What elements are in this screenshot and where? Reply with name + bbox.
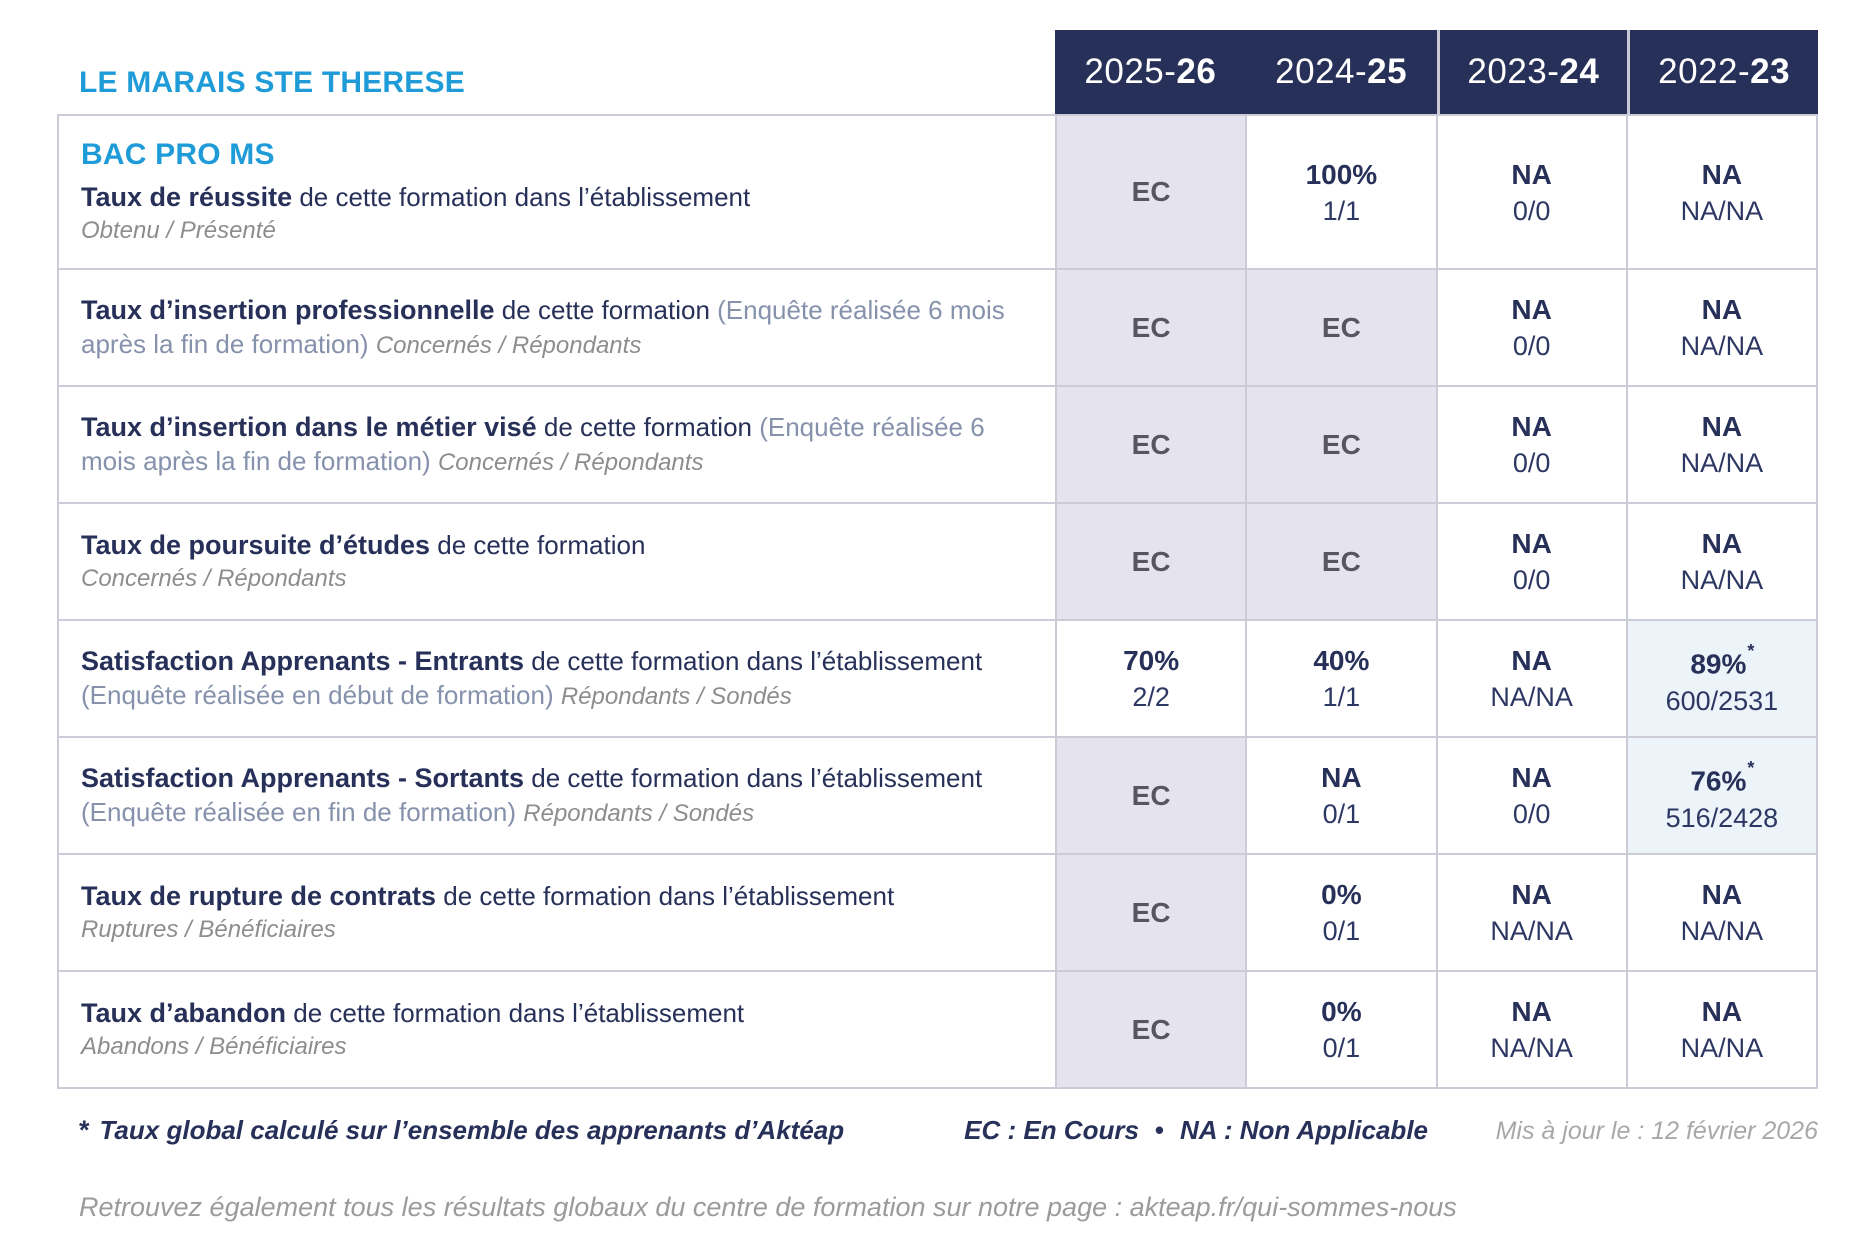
ratio-value: 0/1 <box>1322 799 1361 829</box>
indicator-label-cell <box>59 972 1055 1087</box>
legend-bullet: • <box>1154 1115 1165 1145</box>
main-value: NA <box>1701 879 1743 910</box>
main-value: NA <box>1701 528 1743 559</box>
value-cell-en-cours <box>1245 270 1435 385</box>
value-cell-en-cours <box>1055 504 1245 619</box>
value-cell <box>1436 972 1626 1087</box>
ratio-value: 0/0 <box>1512 195 1551 226</box>
year-prefix: 2025- <box>1084 52 1177 91</box>
value-cell <box>1245 855 1435 970</box>
indicator-name: Taux d’insertion professionnelle <box>81 294 495 325</box>
main-value: NA <box>1511 762 1552 793</box>
value-cell <box>1436 504 1626 619</box>
indicator-label-cell <box>59 270 1055 385</box>
main-value: NA <box>1511 645 1552 676</box>
header-spacer <box>57 30 1055 114</box>
global-rate-note: Taux global calculé sur l’ensemble des apprenants d’Aktéap <box>99 1115 845 1145</box>
year-prefix: 2022- <box>1658 52 1751 91</box>
indicator-name: Taux de rupture de contrats <box>81 881 437 911</box>
legend-na: NA : Non Applicable <box>1180 1115 1428 1145</box>
ratio-value: NA/NA <box>1680 1033 1764 1063</box>
main-value: 0% <box>1321 996 1362 1027</box>
value-cell <box>1626 270 1816 385</box>
main-value: NA <box>1511 879 1552 910</box>
ratio-value: 600/2531 <box>1665 685 1779 716</box>
indicator-description: de cette formation <box>536 411 760 442</box>
table-row <box>59 268 1816 385</box>
ratio-value: 0/0 <box>1512 331 1551 361</box>
main-value: EC <box>1131 176 1171 207</box>
year-header-2022-23 <box>1627 30 1818 114</box>
value-cell <box>1436 621 1626 736</box>
indicator-text <box>81 996 1021 1030</box>
table-row <box>59 853 1816 970</box>
main-value: EC <box>1131 896 1171 928</box>
indicator-name: Taux de réussite <box>81 181 293 212</box>
results-table <box>57 30 1818 1089</box>
indicator-ratio-label: Répondants / Sondés <box>523 799 755 827</box>
footnote-row <box>57 1115 1818 1146</box>
value-cell-en-cours <box>1055 270 1245 385</box>
year-bold: 25 <box>1367 52 1408 91</box>
ratio-value: 0/0 <box>1512 565 1551 595</box>
ratio-value: NA/NA <box>1680 565 1764 595</box>
ratio-value: NA/NA <box>1680 916 1764 946</box>
main-value: NA <box>1511 411 1552 442</box>
last-updated-date: Mis à jour le : 12 février 2026 <box>1495 1117 1818 1145</box>
indicator-text <box>81 644 1021 714</box>
indicator-survey-note: (Enquête réalisée en début de formation) <box>81 679 561 710</box>
ratio-value: NA/NA <box>1680 448 1764 478</box>
indicator-description: de cette formation dans l’établissement <box>524 645 983 676</box>
asterisk-mark: * <box>79 1115 90 1145</box>
indicator-description: de cette formation <box>494 294 718 325</box>
indicator-label-cell <box>59 621 1055 736</box>
ratio-value: NA/NA <box>1490 682 1573 712</box>
main-value: EC <box>1131 779 1171 811</box>
value-cell <box>1245 116 1435 268</box>
indicator-survey-note: (Enquête réalisée 6 mois après la fin de formation) <box>81 411 985 476</box>
table-row <box>59 619 1816 736</box>
indicator-label-cell <box>59 504 1055 619</box>
year-header-2025-26 <box>1055 30 1246 114</box>
value-cell-en-cours <box>1245 387 1435 502</box>
indicator-survey-note: (Enquête réalisée en fin de formation) <box>81 796 524 827</box>
indicator-label-cell <box>59 855 1055 970</box>
value-cell <box>1245 738 1435 853</box>
main-value: NA <box>1701 411 1743 442</box>
indicator-text <box>81 761 1021 831</box>
main-value: EC <box>1131 428 1171 460</box>
table-row <box>59 736 1816 853</box>
main-value: EC <box>1131 545 1171 577</box>
asterisk-mark: * <box>1747 641 1755 662</box>
table-row <box>59 502 1816 619</box>
indicator-description: de cette formation dans l’établissement <box>524 762 983 793</box>
main-value: NA <box>1511 528 1552 559</box>
indicator-text <box>81 410 1021 480</box>
value-cell <box>1626 504 1816 619</box>
indicator-name: Satisfaction Apprenants - Entrants <box>81 645 525 676</box>
ratio-value: NA/NA <box>1680 331 1764 361</box>
value-cell <box>1626 855 1816 970</box>
year-prefix: 2023- <box>1467 52 1560 91</box>
indicator-ratio-label: Concernés / Répondants <box>375 331 642 359</box>
main-value: EC <box>1321 428 1361 460</box>
table-body <box>57 114 1818 1089</box>
indicator-ratio-label: Obtenu / Présenté <box>81 216 276 244</box>
value-cell-en-cours <box>1055 855 1245 970</box>
indicator-name: Taux d’insertion dans le métier visé <box>81 411 537 442</box>
indicator-name: Taux d’abandon <box>81 998 287 1028</box>
main-value: EC <box>1131 311 1171 343</box>
indicator-label-cell <box>59 387 1055 502</box>
school-name: LE MARAIS STE THERESE <box>79 66 465 99</box>
value-cell-en-cours <box>1055 738 1245 853</box>
main-value: NA <box>1701 294 1743 325</box>
indicator-ratio-label: Ruptures / Bénéficiaires <box>81 916 336 943</box>
indicator-ratio-label: Abandons / Bénéficiaires <box>81 1033 347 1060</box>
ratio-value: NA/NA <box>1490 1033 1573 1063</box>
value-cell <box>1436 855 1626 970</box>
indicator-name: Satisfaction Apprenants - Sortants <box>81 762 525 793</box>
indicator-ratio-label: Concernés / Répondants <box>437 448 704 476</box>
value-cell <box>1436 387 1626 502</box>
year-bold: 24 <box>1559 52 1600 91</box>
main-value: NA <box>1511 996 1552 1027</box>
indicator-description: de cette formation dans l’établissement <box>436 881 895 911</box>
main-value: EC <box>1131 1013 1171 1045</box>
abbreviation-legend <box>964 1115 1428 1146</box>
table-row <box>59 385 1816 502</box>
ratio-value: NA/NA <box>1490 916 1573 946</box>
indicator-text <box>81 293 1021 363</box>
indicator-label-cell <box>59 116 1055 268</box>
indicator-text <box>81 180 1021 214</box>
value-cell <box>1626 387 1816 502</box>
main-value: 100% <box>1305 158 1378 190</box>
legend-ec: EC : En Cours <box>964 1115 1139 1145</box>
main-value: NA <box>1511 294 1552 325</box>
table-header-row <box>57 30 1818 114</box>
indicator-survey-note: (Enquête réalisée 6 mois après la fin de formation) <box>81 294 1005 359</box>
value-cell <box>1436 116 1626 268</box>
value-cell-en-cours <box>1055 972 1245 1087</box>
value-cell <box>1626 621 1816 736</box>
indicator-ratio-label: Répondants / Sondés <box>560 682 792 710</box>
year-bold: 26 <box>1176 52 1217 91</box>
value-cell-en-cours <box>1055 116 1245 268</box>
indicator-label-cell <box>59 738 1055 853</box>
value-cell <box>1245 621 1435 736</box>
main-value: EC <box>1321 311 1361 343</box>
main-value: 0% <box>1321 879 1362 910</box>
ratio-value: 1/1 <box>1322 682 1361 712</box>
ratio-value: NA/NA <box>1680 195 1764 226</box>
asterisk-mark: * <box>1747 758 1755 779</box>
main-value: NA <box>1511 158 1552 190</box>
indicator-ratio-label: Concernés / Répondants <box>81 565 347 592</box>
value-cell <box>1436 738 1626 853</box>
value-cell-en-cours <box>1055 387 1245 502</box>
table-row <box>59 116 1816 268</box>
ratio-value: 0/1 <box>1322 1033 1361 1063</box>
indicator-name: Taux de poursuite d’études <box>81 530 431 560</box>
ratio-value: 2/2 <box>1132 682 1170 712</box>
main-value: 76%* <box>1690 758 1755 797</box>
indicator-text <box>81 879 1021 913</box>
main-value: EC <box>1321 545 1361 577</box>
indicator-description: de cette formation <box>430 530 646 560</box>
indicator-description: de cette formation dans l’établissement <box>286 998 745 1028</box>
table-row <box>59 970 1816 1087</box>
ratio-value: 1/1 <box>1322 195 1361 226</box>
main-value: NA <box>1701 996 1743 1027</box>
year-bold: 23 <box>1750 52 1791 91</box>
year-prefix: 2024- <box>1275 52 1368 91</box>
year-header-2023-24 <box>1437 30 1628 114</box>
ratio-value: 516/2428 <box>1665 802 1779 833</box>
indicator-description: de cette formation dans l’établissement <box>292 181 751 212</box>
value-cell-en-cours <box>1245 504 1435 619</box>
main-value: NA <box>1321 762 1362 793</box>
ratio-value: 0/0 <box>1512 799 1551 829</box>
value-cell <box>1626 116 1816 268</box>
value-cell <box>1245 972 1435 1087</box>
ratio-value: 0/0 <box>1512 448 1551 478</box>
main-value: NA <box>1701 158 1743 190</box>
year-header-2024-25 <box>1246 30 1437 114</box>
main-value: 70% <box>1123 645 1180 676</box>
main-value: 89%* <box>1690 641 1755 680</box>
main-value: 40% <box>1313 645 1370 676</box>
ratio-value: 0/1 <box>1322 916 1361 946</box>
program-title: BAC PRO MS <box>81 137 275 171</box>
value-cell <box>1626 738 1816 853</box>
global-results-link-note: Retrouvez également tous les résultats globaux du centre de formation sur notre page : akteap.fr/qui-sommes-nous <box>79 1192 1457 1222</box>
value-cell <box>1436 270 1626 385</box>
indicator-text <box>81 528 1021 562</box>
value-cell <box>1626 972 1816 1087</box>
value-cell <box>1055 621 1245 736</box>
